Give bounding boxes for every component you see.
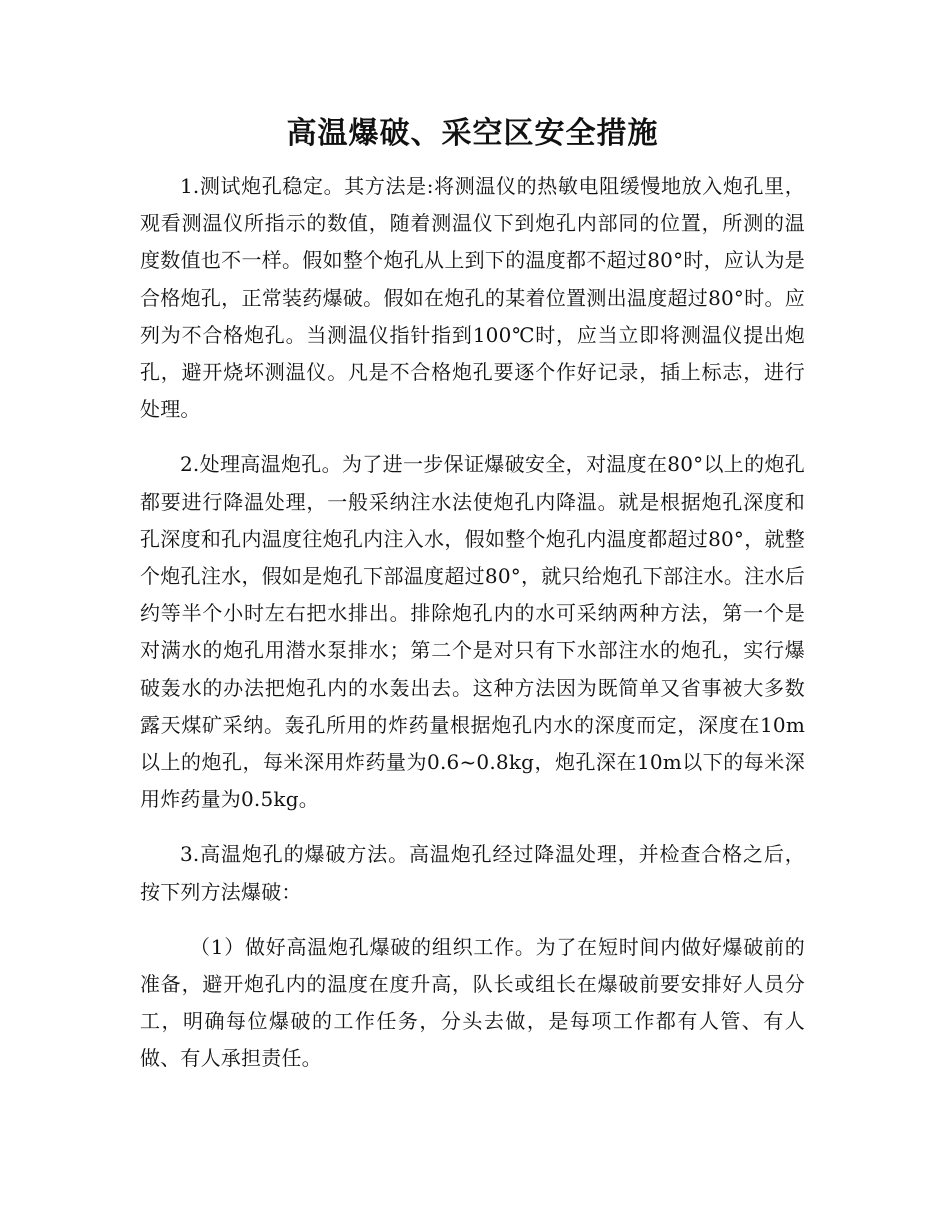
- document-title: 高温爆破、采空区安全措施: [286, 116, 659, 151]
- paragraph-organization-work: （1）做好高温炮孔爆破的组织工作。为了在短时间内做好爆破前的准备，避开炮孔内的温度在度升高，队长或组长在爆破前要安排好人员分工，明确每位爆破的工作任务，分头去做，是每项工作都有人管、有人做、有人承担责任。: [140, 934, 805, 1071]
- paragraph-high-temp-treatment: 2.处理高温炮孔。为了进一步保证爆破安全，对温度在80°以上的炮孔都要进行降温处理，一般采纳注水法使炮孔内降温。就是根据炮孔深度和孔深度和孔内温度往炮孔内注入水，假如整个炮孔内温度都超过80°，就整个炮孔注水，假如是炮孔下部温度超过80°，就只给炮孔下部注水。注水后约等半个小时左右把水排出。排除炮孔内的水可采纳两种方法，第一个是对满水的炮孔用潜水泵排水；第二个是对只有下水部注水的炮孔，实行爆破轰水的办法把炮孔内的水轰出去。这种方法因为既简单又省事被大多数露天煤矿采纳。轰孔所用的炸药量根据炮孔内水的深度而定，深度在10m以上的炮孔，每米深用炸药量为0.6~0.8kg，炮孔深在10m以下的每米深用炸药量为0.5kg。: [140, 452, 805, 812]
- paragraph-temperature-testing: 1.测试炮孔稳定。其方法是:将测温仪的热敏电阻缓慢地放入炮孔里，观看测温仪所指示的数值，随着测温仪下到炮孔内部同的位置，所测的温度数值也不一样。假如整个炮孔从上到下的温度都不超过80°时，应认为是合格炮孔，正常装药爆破。假如在炮孔的某着位置测出温度超过80°时。应列为不合格炮孔。当测温仪指针指到100℃时，应当立即将测温仪提出炮孔，避开烧坏测温仪。凡是不合格炮孔要逐个作好记录，插上标志，进行处理。: [140, 174, 805, 422]
- paragraph-blasting-method: 3.高温炮孔的爆破方法。高温炮孔经过降温处理，并检查合格之后，按下列方法爆破：: [140, 842, 805, 904]
